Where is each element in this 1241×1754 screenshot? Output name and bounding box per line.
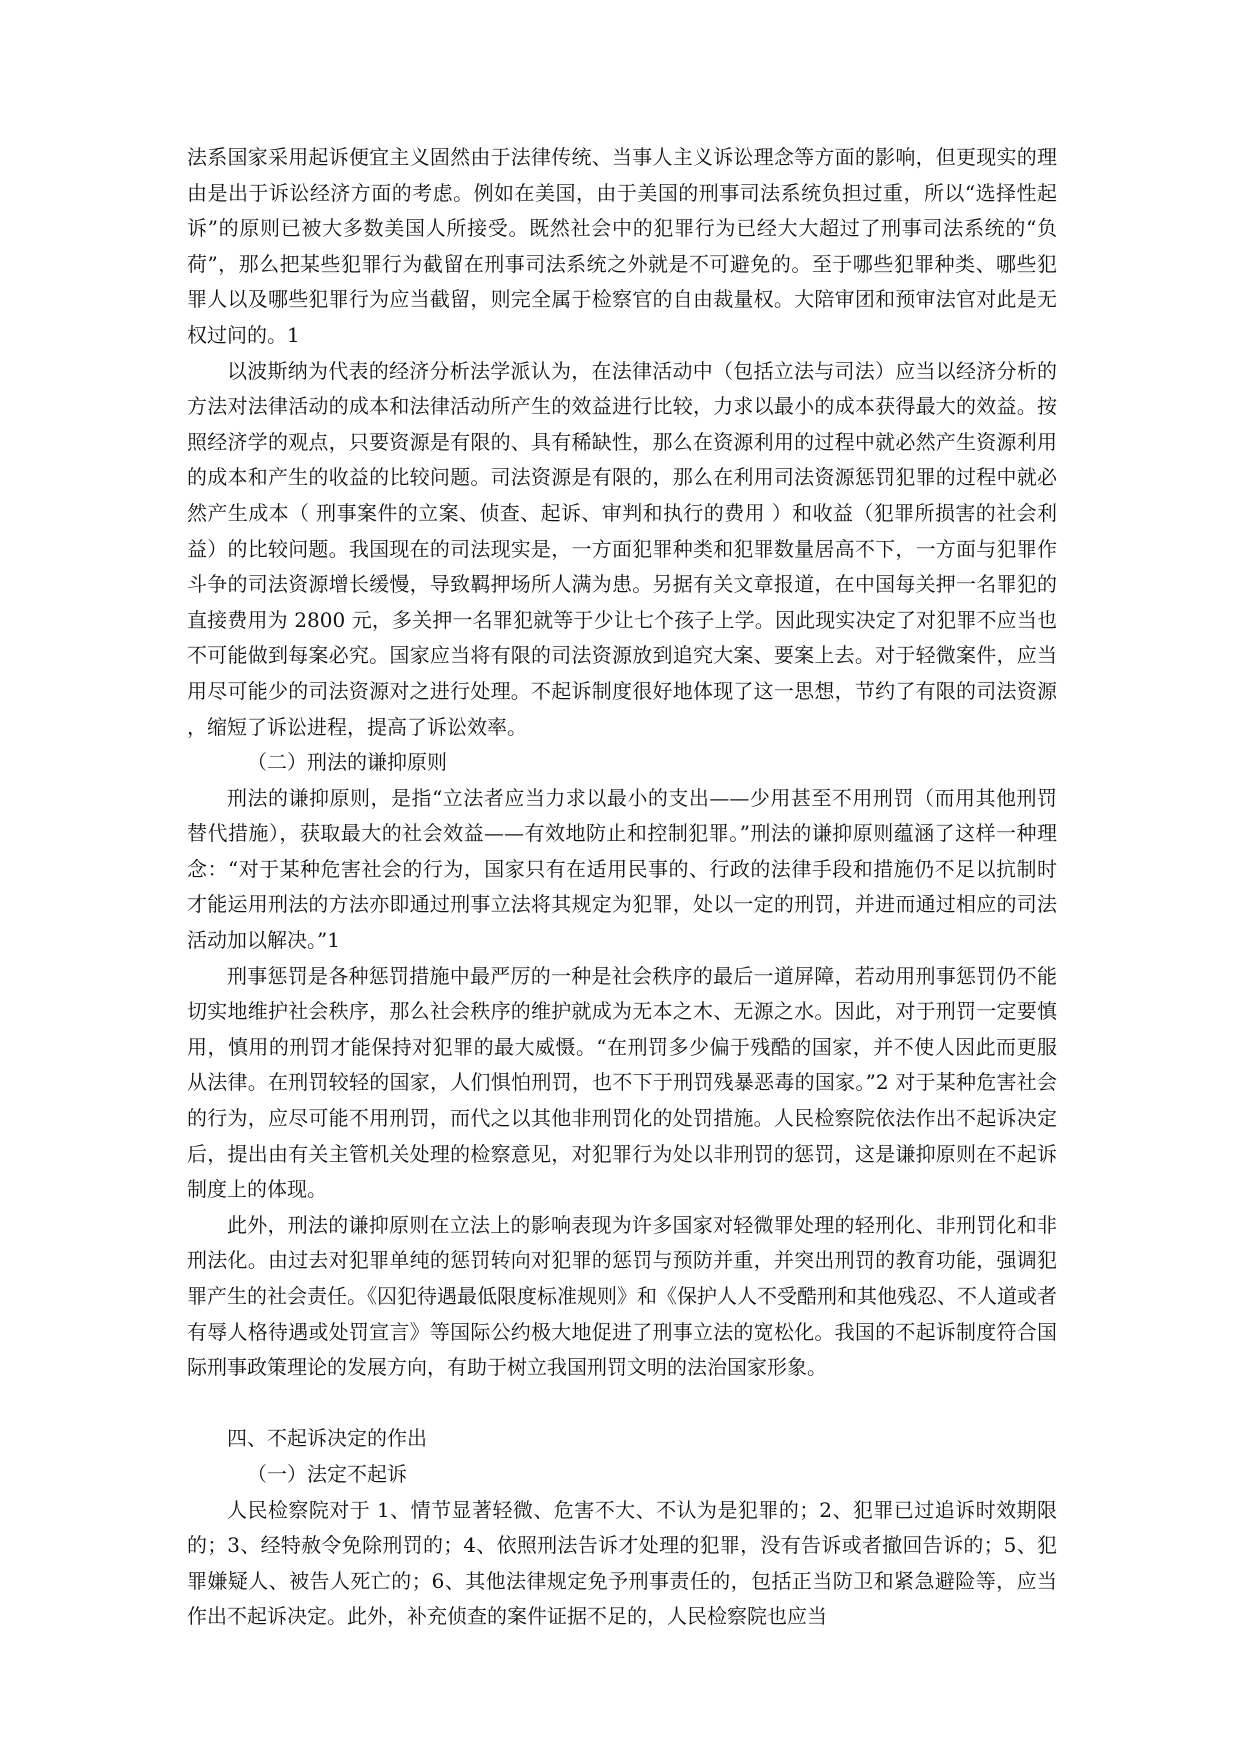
paragraph-5: 此外，刑法的谦抑原则在立法上的影响表现为许多国家对轻微罪处理的轻刑化、非刑罚化和非刑法化。由过去对犯罪单纯的惩罚转向对犯罪的惩罚与预防并重，并突出刑罚的教育功能，强调犯罪产生的社会责任。《囚犯待遇最低限度标准规则》和《保护人人不受酷刑和其他残忍、不人道或者有辱人格待遇或处罚宣言》等国际公约极大地促进了刑事立法的宽松化。我国的不起诉制度符合国际刑事政策理论的发展方向，有助于树立我国刑罚文明的法治国家形象。	[187, 1212, 1057, 1380]
section-heading-2-2: （二）刑法的谦抑原则	[247, 750, 447, 775]
section-heading-4-1: （一）法定不起诉	[247, 1461, 407, 1486]
paragraph-2: 以波斯纳为代表的经济分析法学派认为，在法律活动中（包括立法与司法）应当以经济分析的方法对法律活动的成本和法律活动所产生的效益进行比较，力求以最小的成本获得最大的效益。按照经济学的观点，只要资源是有限的、具有稀缺性，那么在资源利用的过程中就必然产生资源利用的成本和产生的收益的比较问题。司法资源是有限的，那么在利用司法资源惩罚犯罪的过程中就必然产生成本（ 刑事案件的立案、侦查、起诉、审判和执行的费用 ）和收益（犯罪所损害的社会利益）的比较问题。我国现在的司法现实是，一方面犯罪种类和犯罪数量居高不下，一方面与犯罪作斗争的司法资源增长缓慢，导致羁押场所人满为患。另据有关文章报道，在中国每关押一名罪犯的直接费用为 2800 元，多关押一名罪犯就等于少让七个孩子上学。因此现实决定了对犯罪不应当也不可能做到每案必究。国家应当将有限的司法资源放到追究大案、要案上去。对于轻微案件，应当用尽可能少的司法资源对之进行处理。不起诉制度很好地体现了这一思想，节约了有限的司法资源 ，缩短了诉讼进程，提高了诉讼效率。	[187, 358, 1057, 739]
section-heading-4: 四、不起诉决定的作出	[227, 1426, 427, 1451]
paragraph-6: 人民检察院对于 1、情节显著轻微、危害不大、不认为是犯罪的；2、犯罪已过追诉时效期限的；3、经特赦令免除刑罚的；4、依照刑法告诉才处理的犯罪，没有告诉或者撤回告诉的；5、犯罪嫌疑人、被告人死亡的；6、其他法律规定免予刑事责任的，包括正当防卫和紧急避险等，应当作出不起诉决定。此外，补充侦查的案件证据不足的，人民检察院也应当	[187, 1497, 1057, 1629]
paragraph-4: 刑事惩罚是各种惩罚措施中最严厉的一种是社会秩序的最后一道屏障，若动用刑事惩罚仍不能切实地维护社会秩序，那么社会秩序的维护就成为无本之木、无源之水。因此，对于刑罚一定要慎用，慎用的刑罚才能保持对犯罪的最大威慑。“在刑罚多少偏于残酷的国家，并不使人因此而更服从法律。在刑罚较轻的国家，人们惧怕刑罚，也不下于刑罚残暴恶毒的国家。”2 对于某种危害社会的行为，应尽可能不用刑罚，而代之以其他非刑罚化的处罚措施。人民检察院依法作出不起诉决定后，提出由有关主管机关处理的检察意见，对犯罪行为处以非刑罚的惩罚，这是谦抑原则在不起诉制度上的体现。	[187, 963, 1057, 1202]
paragraph-1: 法系国家采用起诉便宜主义固然由于法律传统、当事人主义诉讼理念等方面的影响，但更现实的理由是出于诉讼经济方面的考虑。例如在美国，由于美国的刑事司法系统负担过重，所以“选择性起诉”的原则已被大多数美国人所接受。既然社会中的犯罪行为已经大大超过了刑事司法系统的“负荷”，那么把某些犯罪行为截留在刑事司法系统之外就是不可避免的。至于哪些犯罪种类、哪些犯罪人以及哪些犯罪行为应当截留，则完全属于检察官的自由裁量权。大陪审团和预审法官对此是无权过问的。1	[187, 145, 1057, 347]
paragraph-3: 刑法的谦抑原则，是指“立法者应当力求以最小的支出——少用甚至不用刑罚（而用其他刑罚替代措施），获取最大的社会效益——有效地防止和控制犯罪。”刑法的谦抑原则蕴涵了这样一种理念：“对于某种危害社会的行为，国家只有在适用民事的、行政的法律手段和措施仍不足以抗制时才能运用刑法的方法亦即通过刑事立法将其规定为犯罪，处以一定的刑罚，并进而通过相应的司法活动加以解决。”1	[187, 785, 1057, 953]
document-page	[187, 140, 1057, 1635]
blank-line	[187, 1386, 1057, 1422]
